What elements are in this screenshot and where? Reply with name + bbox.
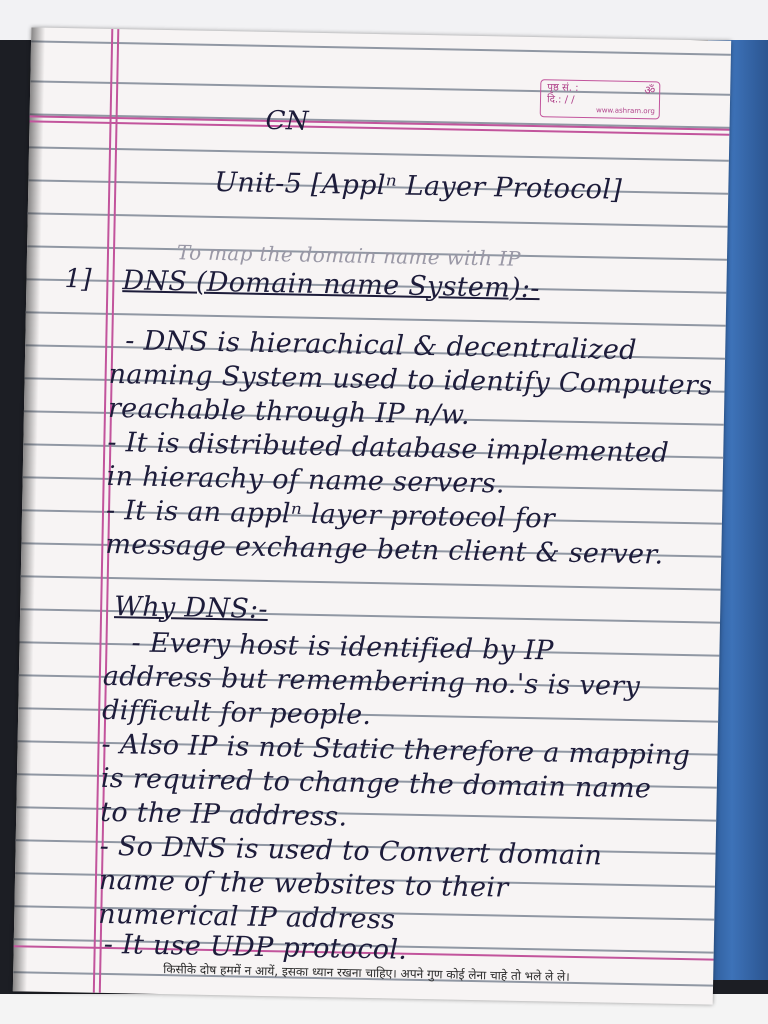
note-line: - So DNS is used to Convert domain [99,830,603,872]
unit-title: Unit-5 [Applⁿ Layer Protocol] [214,166,623,206]
note-line: numerical IP address [98,898,396,936]
note-line: is required to change the domain name [100,762,652,805]
note-line: address but remembering no.'s is very [102,660,641,703]
dns-heading-text: DNS (Domain name System):- [122,265,541,305]
note-line: reachable through IP n/w. [107,392,471,431]
note-line: - It is distributed database implemented [107,426,670,469]
note-line: - Also IP is not Static therefore a mapping [101,728,691,772]
page-stamp [540,79,661,119]
om-logo: ॐ [644,83,656,98]
why-dns-heading: Why DNS:- [113,591,269,626]
note-line: - DNS is hierachical & decentralized [125,325,638,367]
note-line: message exchange betn client & server. [105,528,664,571]
subject-title: CN [265,105,310,137]
dns-heading [122,265,540,304]
page-binding-shadow [13,27,46,991]
note-line: - It use UDP protocol. [103,928,408,966]
note-line: to the IP address. [99,796,348,833]
stamp-website: www.ashram.org [595,106,655,116]
footer-quote: किसीके दोष हममें न आयें, इसका ध्यान रखना चाहिए। अपने गुण कोई लेना चाहे तो भले ले ले। [163,962,570,984]
section-number: 1] [64,264,93,295]
note-line: difficult for people. [101,694,372,732]
note-line: name of the websites to their [98,864,509,904]
note-line: in hierachy of name servers. [106,460,506,500]
note-line: naming System used to identify Computers [108,358,713,402]
note-line: - Every host is identified by IP [131,627,554,667]
note-line: - It is an applⁿ layer protocol for [105,494,556,535]
stamp-date: दि.: / / [546,94,575,106]
faint-note: To map the domain name with IP [176,240,522,271]
notebook-page [13,27,731,1004]
stamp-page-number: पृष्ठ सं. : [547,82,579,94]
